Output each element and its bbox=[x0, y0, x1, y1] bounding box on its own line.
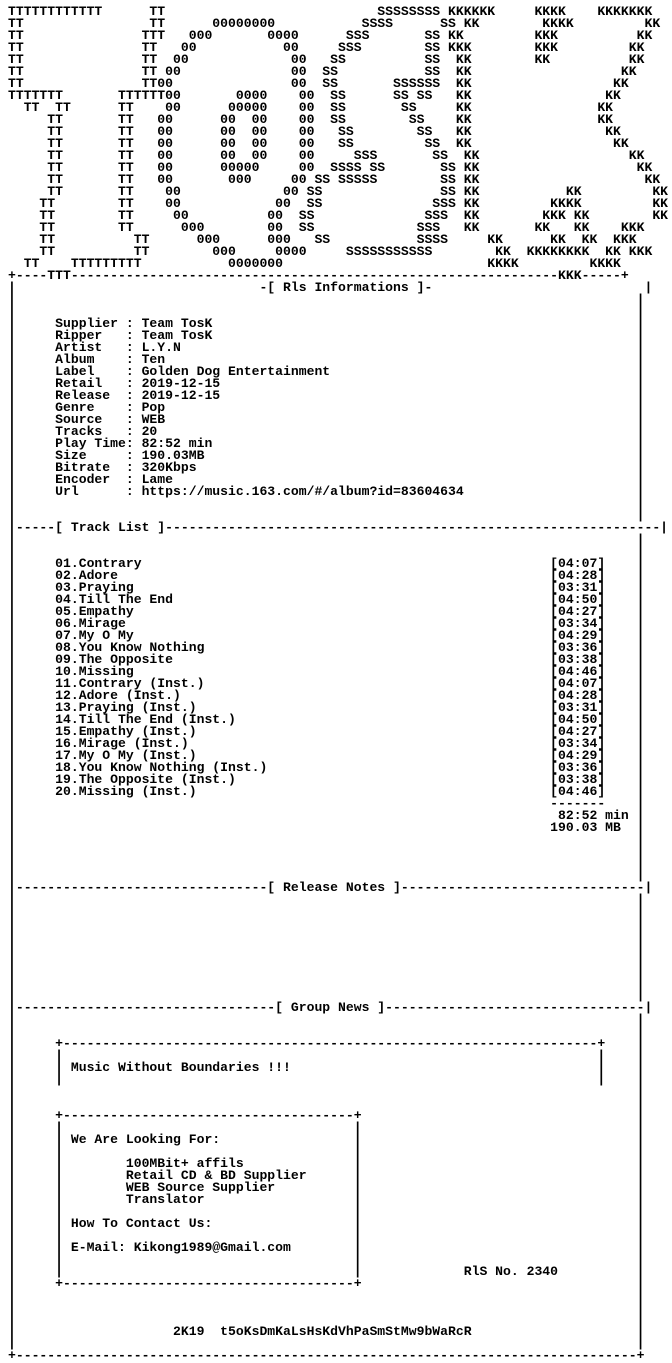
nfo-line: | Release : 2019-12-15 | bbox=[8, 388, 645, 403]
nfo-line: |---------------------------------[ Group News ]---------------------------------| bbox=[8, 1000, 653, 1015]
nfo-line: TT TT 000 0000 SSSSSSSSSSS KK KKKKKKKK KK KKK bbox=[8, 244, 653, 259]
nfo-line: | | | | bbox=[8, 1072, 645, 1087]
nfo-line: TT TT 00000000 SSSS SS KK KKKK KK bbox=[8, 16, 661, 31]
nfo-line: TT TT 00 000 00 SS SSSSS SS KK KK bbox=[8, 172, 661, 187]
nfo-line: TT TT 00 00 00 00 SS SS KK KK bbox=[8, 124, 621, 139]
nfo-line: | Supplier : Team TosK | bbox=[8, 316, 645, 331]
nfo-line: | Artist : L.Y.N | bbox=[8, 340, 645, 355]
nfo-line: TT TT 00 00 00 00 SS SS KK KK bbox=[8, 112, 614, 127]
nfo-line: |-----[ Track List ]---------------------------------------------------------------| bbox=[8, 520, 669, 535]
nfo-line: | | Retail CD & BD Supplier | | bbox=[8, 1168, 645, 1183]
nfo-line: | | bbox=[8, 868, 645, 883]
nfo-line: | 10.Missing [04:46] | bbox=[8, 664, 645, 679]
nfo-line: | 13.Praying (Inst.) [03:31] | bbox=[8, 700, 645, 715]
nfo-line: | | bbox=[8, 496, 645, 511]
nfo-line: TT TT 00 00 SS SS KK KK KK bbox=[8, 184, 669, 199]
nfo-line: | | bbox=[8, 532, 645, 547]
nfo-line: | | Translator | | bbox=[8, 1192, 645, 1207]
nfo-line: | 12.Adore (Inst.) [04:28] | bbox=[8, 688, 645, 703]
nfo-line: | 17.My O My (Inst.) [04:29] | bbox=[8, 748, 645, 763]
nfo-line: | | bbox=[8, 1312, 645, 1327]
nfo-line: | | bbox=[8, 952, 645, 967]
nfo-line: | 18.You Know Nothing (Inst.) [03:36] | bbox=[8, 760, 645, 775]
nfo-line: | | E-Mail: Kikong1989@Gmail.com | | bbox=[8, 1240, 645, 1255]
nfo-line: | Album : Ten | bbox=[8, 352, 645, 367]
nfo-line: TT TT 00 00 SS SSS KK KKK KK KK bbox=[8, 208, 669, 223]
nfo-line: | 11.Contrary (Inst.) [04:07] | bbox=[8, 676, 645, 691]
nfo-line: | | bbox=[8, 916, 645, 931]
nfo-line: | | We Are Looking For: | | bbox=[8, 1132, 645, 1147]
nfo-line: | 06.Mirage [03:34] | bbox=[8, 616, 645, 631]
nfo-line: | Play Time: 82:52 min | bbox=[8, 436, 645, 451]
nfo-line: | 05.Empathy [04:27] | bbox=[8, 604, 645, 619]
nfo-line: | | How To Contact Us: | | bbox=[8, 1216, 645, 1231]
nfo-line: TT TT 00 00 SSS SS KKK KKK KK bbox=[8, 40, 645, 55]
nfo-line: | | | | bbox=[8, 1252, 645, 1267]
nfo-line: TT TT 000 000 SS SSSS KK KK KK KKK bbox=[8, 232, 637, 247]
nfo-line: | | bbox=[8, 964, 645, 979]
nfo-line: | 2K19 t5oKsDmKaLsHsKdVhPaSmStMw9bWaRcR | bbox=[8, 1324, 645, 1339]
nfo-line: | | bbox=[8, 832, 645, 847]
nfo-line: +-------------------------------------------------------------------------------+ bbox=[8, 1348, 645, 1363]
nfo-line: | 16.Mirage (Inst.) [03:34] | bbox=[8, 736, 645, 751]
nfo-line: | | | | bbox=[8, 1228, 645, 1243]
nfo-line: TT TTT 000 0000 SSS SS KK KKK KK bbox=[8, 28, 653, 43]
nfo-line: TT TT 00 00000 00 SSSS SS SS KK KK bbox=[8, 160, 653, 175]
nfo-line: | 03.Praying [03:31] | bbox=[8, 580, 645, 595]
nfo-line: | 20.Missing (Inst.) [04:46] | bbox=[8, 784, 645, 799]
nfo-line: | Encoder : Lame | bbox=[8, 472, 645, 487]
nfo-line: | +-------------------------------------+ | bbox=[8, 1108, 645, 1123]
nfo-line: TT TT 00 00 SS SS KK KK KK bbox=[8, 52, 645, 67]
nfo-line: |--------------------------------[ Release Notes ]-------------------------------| bbox=[8, 880, 653, 895]
nfo-line: | Bitrate : 320Kbps | bbox=[8, 460, 645, 475]
nfo-line: | +-------------------------------------+ | bbox=[8, 1276, 645, 1291]
nfo-line: | | bbox=[8, 844, 645, 859]
nfo-line: TT TT 00 00 SS SS KK KK bbox=[8, 64, 637, 79]
nfo-line: | | bbox=[8, 292, 645, 307]
nfo-line: | | bbox=[8, 1336, 645, 1351]
nfo-line: | | bbox=[8, 976, 645, 991]
nfo-line: | 01.Contrary [04:07] | bbox=[8, 556, 645, 571]
nfo-line: TT TT00 00 SS SSSSSS KK KK bbox=[8, 76, 629, 91]
nfo-line: TT TT 00 00 SS SSS KK KKKK KK bbox=[8, 196, 669, 211]
nfo-line: | | bbox=[8, 940, 645, 955]
nfo-line: | 02.Adore [04:28] | bbox=[8, 568, 645, 583]
nfo-line: | | bbox=[8, 1300, 645, 1315]
nfo-line: | | | | bbox=[8, 1144, 645, 1159]
nfo-line: TT TT TT 00 00000 00 SS SS KK KK bbox=[8, 100, 614, 115]
nfo-line: | | bbox=[8, 988, 645, 1003]
nfo-line: | Size : 190.03MB | bbox=[8, 448, 645, 463]
nfo-line: | Retail : 2019-12-15 | bbox=[8, 376, 645, 391]
nfo-line: | Tracks : 20 | bbox=[8, 424, 645, 439]
nfo-line: | 19.The Opposite (Inst.) [03:38] | bbox=[8, 772, 645, 787]
nfo-line: | | bbox=[8, 1084, 645, 1099]
nfo-line: | | bbox=[8, 508, 645, 523]
nfo-line: | | | | bbox=[8, 1048, 645, 1063]
nfo-line: TT TT 00 00 00 00 SS SS KK KK bbox=[8, 136, 629, 151]
nfo-line: | | bbox=[8, 304, 645, 319]
nfo-line: | | bbox=[8, 928, 645, 943]
nfo-line: | 15.Empathy (Inst.) [04:27] | bbox=[8, 724, 645, 739]
nfo-line: | | WEB Source Supplier | | bbox=[8, 1180, 645, 1195]
nfo-line: | Source : WEB | bbox=[8, 412, 645, 427]
nfo-line: | Ripper : Team TosK | bbox=[8, 328, 645, 343]
nfo-line: TTTTTTTTTTTT TT SSSSSSSS KKKKKK KKKK KKKKKKK bbox=[8, 4, 653, 19]
nfo-line: | Genre : Pop | bbox=[8, 400, 645, 415]
nfo-line: | Url : https://music.163.com/#/album?id=83604634 | bbox=[8, 484, 645, 499]
nfo-line: | 04.Till The End [04:50] | bbox=[8, 592, 645, 607]
nfo-line: TT TT 00 00 00 00 SSS SS KK KK bbox=[8, 148, 645, 163]
nfo-line: | 08.You Know Nothing [03:36] | bbox=[8, 640, 645, 655]
nfo-line: | | bbox=[8, 1096, 645, 1111]
nfo-line: TT TT 000 00 SS SSS KK KK KK KKK bbox=[8, 220, 645, 235]
nfo-line: | +--------------------------------------------------------------------+ | bbox=[8, 1036, 645, 1051]
nfo-line: | | 100MBit+ affils | | bbox=[8, 1156, 645, 1171]
nfo-line: | | bbox=[8, 904, 645, 919]
nfo-line: | 14.Till The End (Inst.) [04:50] | bbox=[8, 712, 645, 727]
nfo-line: | 09.The Opposite [03:38] | bbox=[8, 652, 645, 667]
nfo-line: | | Music Without Boundaries !!! | | bbox=[8, 1060, 645, 1075]
nfo-line: | 82:52 min | bbox=[8, 808, 645, 823]
nfo-line: | | bbox=[8, 892, 645, 907]
nfo-line: | -[ Rls Informations ]- | bbox=[8, 280, 653, 295]
nfo-line: | 07.My O My [04:29] | bbox=[8, 628, 645, 643]
nfo-line: | | bbox=[8, 1288, 645, 1303]
nfo-line: | ------- | bbox=[8, 796, 645, 811]
nfo-line: | | bbox=[8, 1024, 645, 1039]
nfo-line: | Label : Golden Dog Entertainment | bbox=[8, 364, 645, 379]
nfo-line: TT TTTTTTTTT 0000000 KKKK KKKK bbox=[8, 256, 621, 271]
nfo-line: | | | RlS No. 2340 | bbox=[8, 1264, 645, 1279]
nfo-line: | | bbox=[8, 544, 645, 559]
nfo-line: +----TTT--------------------------------------------------------------KKK-----+ bbox=[8, 268, 629, 283]
nfo-line: | | | | bbox=[8, 1120, 645, 1135]
nfo-line: | | | | bbox=[8, 1204, 645, 1219]
nfo-line: | | bbox=[8, 856, 645, 871]
nfo-line: TTTTTTT TTTTTT00 0000 00 SS SS SS KK KK bbox=[8, 88, 621, 103]
nfo-line: | 190.03 MB | bbox=[8, 820, 645, 835]
nfo-line: | | bbox=[8, 1012, 645, 1027]
